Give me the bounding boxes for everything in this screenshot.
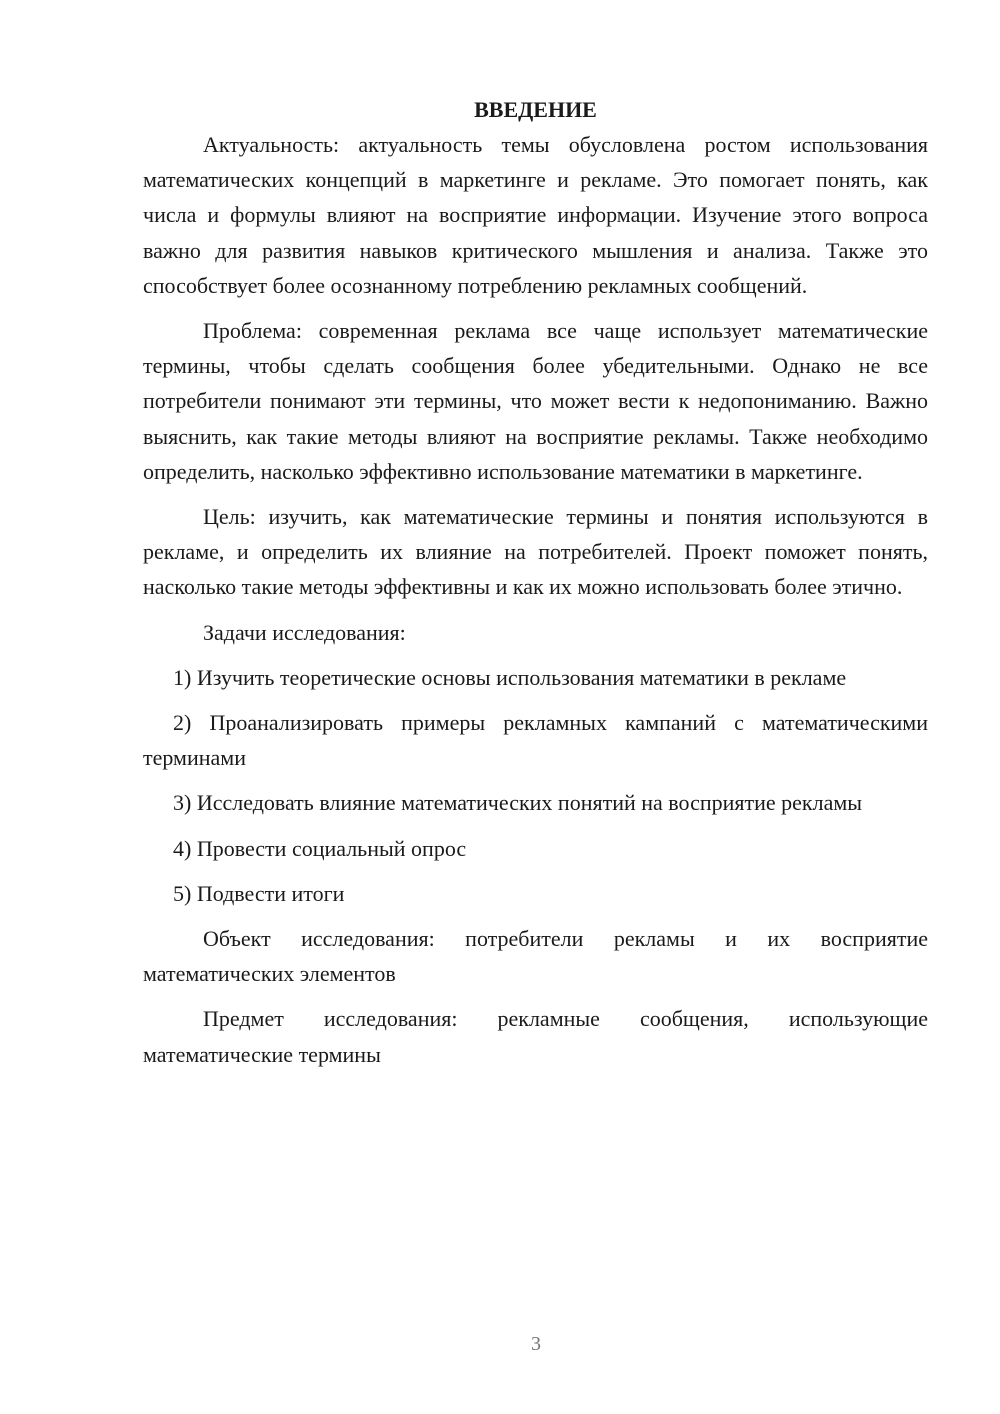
task-item-4: 4) Провести социальный опрос (173, 835, 467, 861)
relevance-paragraph: Актуальность: актуальность темы обусловлена ростом использования математических концепций в маркетинге и рекламе. Это помогает понять, как числа и формулы влияют на восприятие информации. Изучение этого вопроса важно для развития навыков критического мышления и анализа. Также это способствует более осознанному потреблению рекламных сообщений. (143, 132, 928, 298)
tasks-heading: Задачи исследования: (203, 619, 406, 645)
subject-paragraph: Предмет исследования: рекламные сообщения, использующие математические термины (143, 1006, 928, 1067)
task-item-2: 2) Проанализировать примеры рекламных кампаний с математическими терминами (143, 710, 928, 771)
page-number: 3 (531, 1333, 541, 1355)
tasks-list (143, 660, 928, 911)
goal-paragraph: Цель: изучить, как математические термины и понятия используются в рекламе, и определить их влияние на потребителей. Проект поможет понять, насколько такие методы эффективны и как их можно использовать более этично. (143, 504, 928, 600)
object-paragraph: Объект исследования: потребители рекламы и их восприятие математических элементов (143, 926, 928, 987)
task-item-3: 3) Исследовать влияние математических понятий на восприятие рекламы (173, 790, 863, 816)
task-item-1: 1) Изучить теоретические основы использования математики в рекламе (173, 664, 847, 690)
section-title: ВВЕДЕНИЕ (474, 97, 597, 122)
document-page (143, 92, 928, 1082)
task-item-5: 5) Подвести итоги (173, 880, 345, 906)
problem-paragraph: Проблема: современная реклама все чаще использует математические термины, чтобы сделать сообщения более убедительными. Однако не все потребители понимают эти термины, что может вести к недопониманию. Важно выяснить, как такие методы влияют на восприятие рекламы. Также необходимо определить, насколько эффективно использование математики в маркетинге. (143, 318, 928, 484)
